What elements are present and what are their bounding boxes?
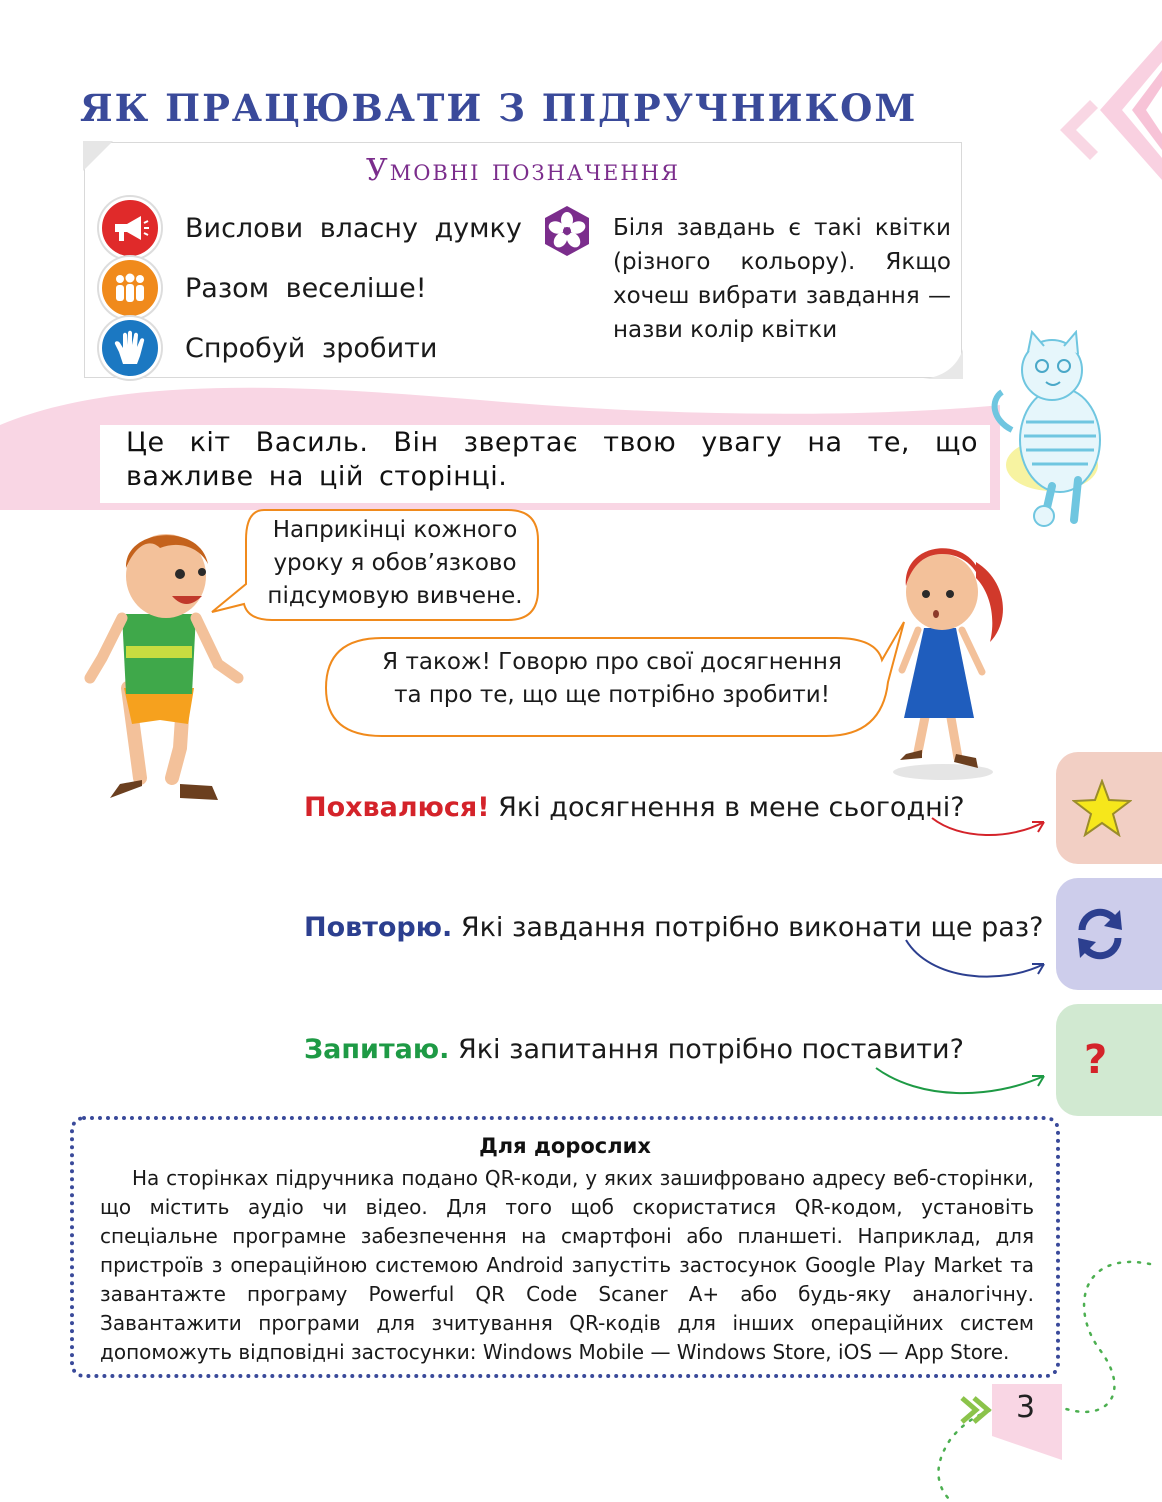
hand-icon xyxy=(99,317,161,379)
tab-repeat xyxy=(1056,878,1162,990)
reflection-keyword: Похвалюся! xyxy=(304,792,490,823)
flower-description: Біля завдань є такі квітки (різного кольору). Якщо хочеш вибрати завдання — назви колір квітки xyxy=(613,215,951,343)
reflection-question: Які досягнення в мене сьогодні? xyxy=(498,792,965,823)
legend-item-try xyxy=(99,317,437,379)
reflection-question: Які запитання потрібно поставити? xyxy=(457,1034,964,1065)
legend-item-label: Разом веселіше! xyxy=(185,272,427,304)
flower-icon xyxy=(541,205,593,257)
arrow-green xyxy=(876,1068,1044,1093)
legend-page-curl xyxy=(923,349,963,379)
star-icon xyxy=(1072,779,1132,837)
question-icon: ? xyxy=(1084,1037,1108,1083)
adults-body xyxy=(100,1164,1034,1367)
adults-body-text: На сторінках підручника подано QR-коди, у яких зашифровано адресу веб-сторінки, що містить аудіо чи відео. Для того щоб скористатися QR-кодом, установіть спеціальне програмне забезпечення на смартфоні або планшеті. Наприклад, для пристроїв з операційною системою Android запустіть застосунок Google Play Market та завантажте програму Powerful QR Code Scaner A+ або будь-яку аналогічну. Завантажити програми для зчитування QR-кодів для інших операційних систем допоможуть відповідні застосунки: Windows Mobile — Windows Store, iOS — App Store. xyxy=(100,1166,1034,1364)
adults-info-box xyxy=(70,1116,1060,1378)
reflection-question: Які завдання потрібно виконати ще раз? xyxy=(460,912,1044,943)
legend-box xyxy=(84,142,962,378)
refresh-icon xyxy=(1072,906,1128,962)
legend-item-label: Вислови власну думку xyxy=(185,212,522,244)
megaphone-icon xyxy=(99,197,161,259)
arrow-red xyxy=(932,818,1044,835)
group-icon xyxy=(99,257,161,319)
legend-item-together xyxy=(99,257,427,319)
legend-title: Умовні позначення xyxy=(366,153,680,188)
legend-item-opinion xyxy=(99,197,522,259)
reflection-keyword: Повторю. xyxy=(304,912,453,943)
boy-speech-text: Наприкінці кожного уроку я обов’язково підсумовую вивчене. xyxy=(267,517,523,609)
arrow-blue xyxy=(906,940,1044,977)
tab-brag xyxy=(1056,752,1162,864)
decorative-chevrons xyxy=(1050,30,1162,180)
arrows-layer xyxy=(860,800,1060,1110)
cat-note: Це кіт Василь. Він звертає твою увагу на те, що важливе на цій сторінці. xyxy=(126,427,978,492)
page-number-tab xyxy=(958,1384,1062,1460)
reflection-keyword: Запитаю. xyxy=(304,1034,450,1065)
page-number: 3 xyxy=(1016,1390,1036,1425)
adults-title: Для дорослих xyxy=(479,1134,651,1158)
tab-ask xyxy=(1056,1004,1162,1116)
girl-speech-text: Я також! Говорю про свої досягнення та про те, що ще потрібно зробити! xyxy=(382,649,842,708)
legend-item-label: Спробуй зробити xyxy=(185,332,438,364)
cat-vasyl-illustration xyxy=(982,330,1132,530)
page-title: ЯК ПРАЦЮВАТИ З ПІДРУЧНИКОМ xyxy=(80,86,918,130)
